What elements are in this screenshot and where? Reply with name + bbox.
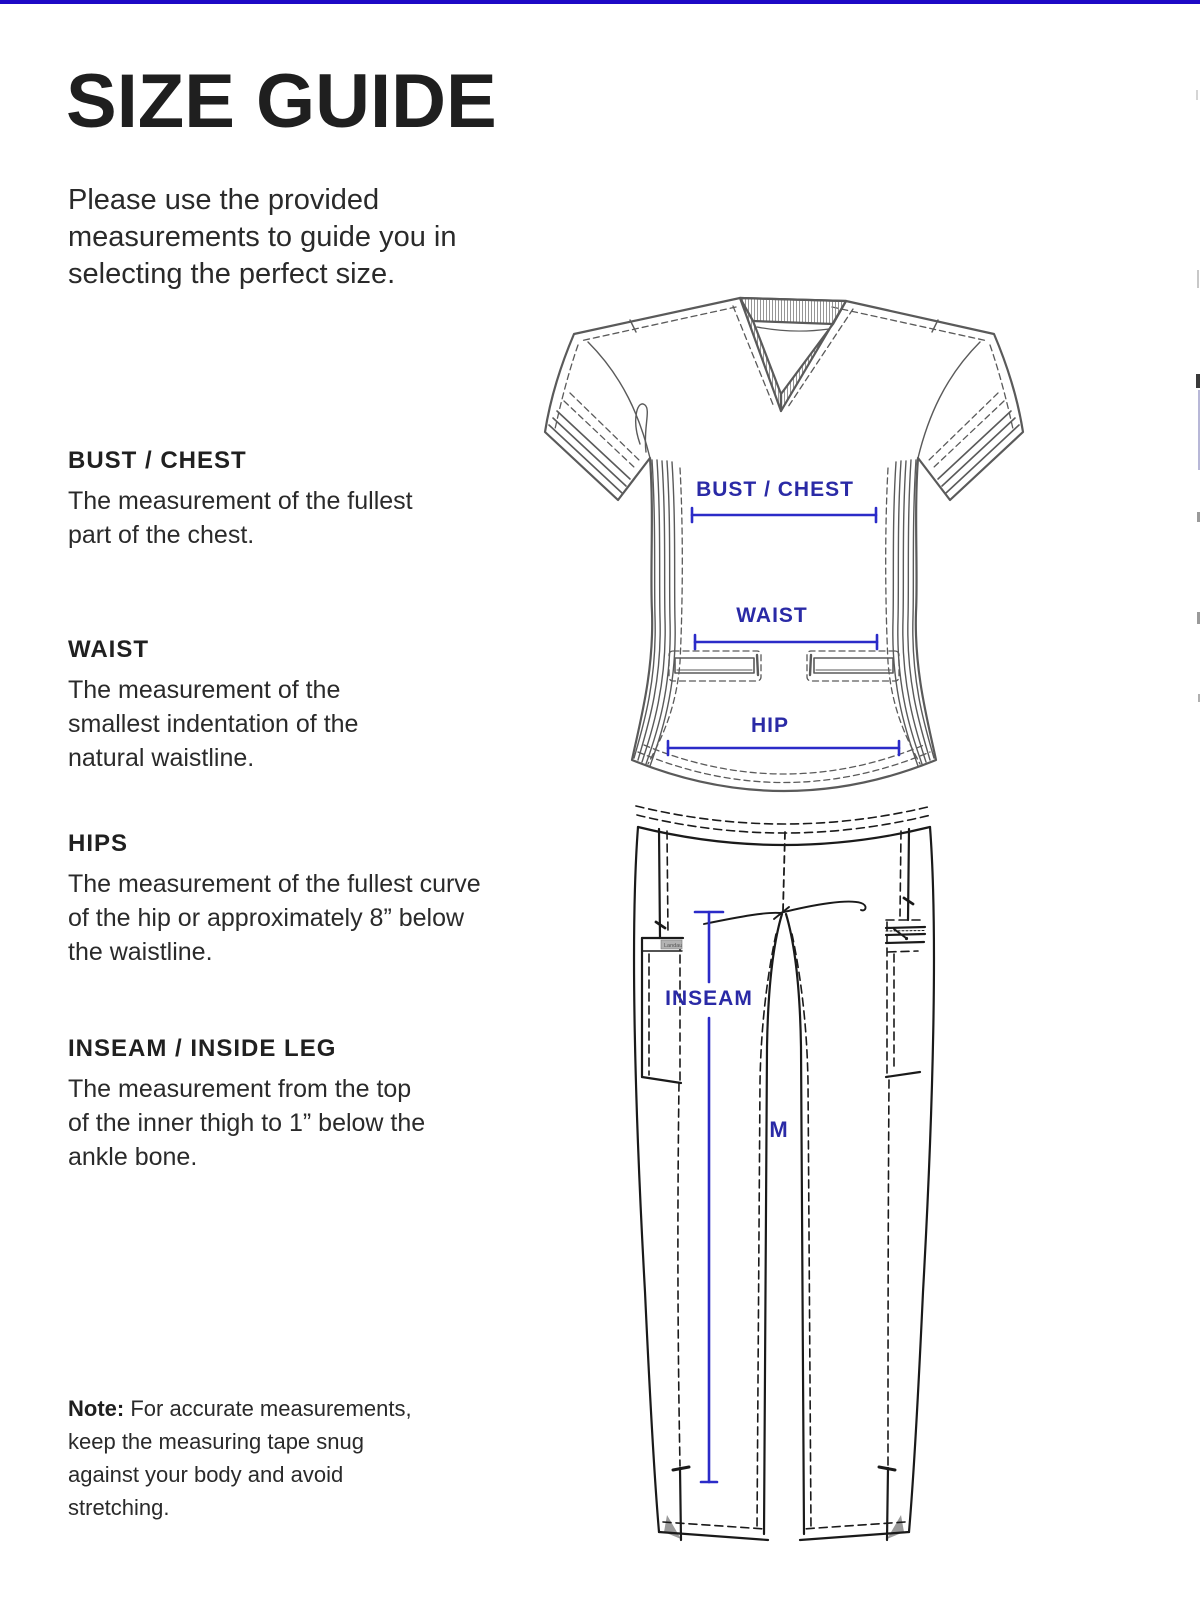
section-body: The measurement of the fullest curve of the hip or approximately 8” below the waistline. — [68, 870, 481, 966]
intro-text: Please use the provided measurements to guide you in selecting the perfect size. — [68, 184, 457, 290]
size-label: M — [769, 1117, 789, 1142]
waist-callout: WAIST — [736, 604, 808, 627]
page-edge-artifact — [1196, 90, 1198, 100]
section-heading: INSEAM / INSIDE LEG — [68, 1035, 337, 1062]
drawstring — [704, 902, 866, 924]
section-waist — [68, 636, 428, 775]
page-edge-artifact — [1197, 270, 1199, 288]
scrub-pants-drawing — [634, 806, 934, 1540]
section-heading: WAIST — [68, 636, 149, 663]
note-text — [68, 1392, 413, 1524]
section-body: The measurement of the fullest part of the chest. — [68, 487, 413, 549]
brand-tag-label: Landau — [664, 943, 683, 949]
section-heading: HIPS — [68, 830, 129, 857]
left-cargo-pocket — [642, 938, 683, 1466]
section-body: The measurement from the top of the inner thigh to 1” below the ankle bone. — [68, 1075, 426, 1171]
section-inseam — [68, 1035, 438, 1174]
note-label: Note: — [68, 1396, 125, 1421]
section-heading: BUST / CHEST — [68, 447, 247, 474]
page-edge-artifact — [1196, 374, 1200, 388]
section-body: The measurement of the smallest indentation of the natural waistline. — [68, 676, 359, 772]
size-diagram — [528, 282, 1052, 1562]
note-body: For accurate measurements, keep the measuring tape snug against your body and avoid stretching. — [68, 1396, 412, 1520]
section-hips — [68, 830, 498, 969]
section-bust-chest — [68, 447, 428, 552]
page-title: SIZE GUIDE — [66, 59, 497, 144]
hip-callout: HIP — [750, 714, 790, 737]
top-accent-bar — [0, 0, 1200, 4]
bust-chest-callout: BUST / CHEST — [696, 478, 854, 501]
inseam-callout: INSEAM — [665, 987, 753, 1010]
